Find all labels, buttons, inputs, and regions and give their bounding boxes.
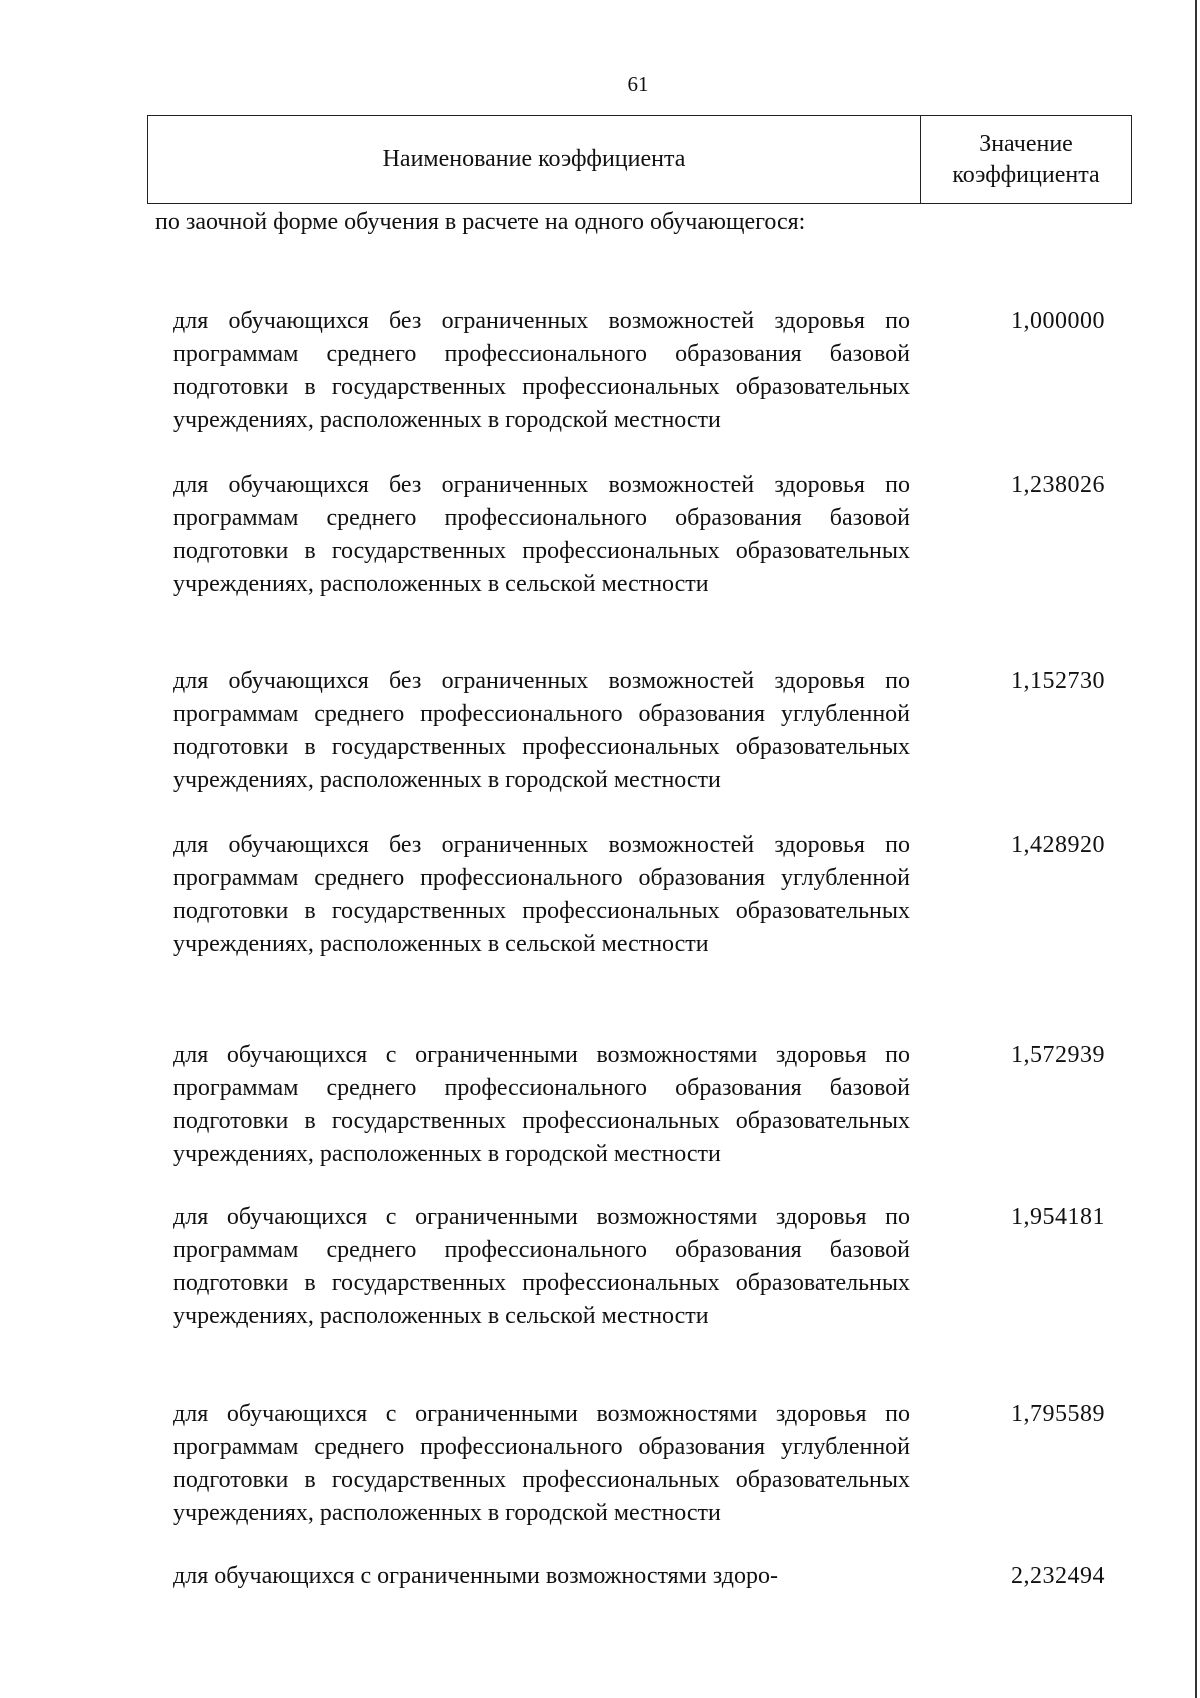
row-value: 1,238026 — [1011, 472, 1105, 498]
column-header-name: Наименование коэффициента — [148, 116, 921, 203]
row-description: для обучающихся без ограниченных возможностей здоровья по программам среднего профессионального образования базовой подготовки в государственных профессиональных образовательных учреждениях, расположенных в городской местности — [173, 308, 910, 433]
intro-text: по заочной форме обучения в расчете на одного обучающегося: — [155, 209, 806, 235]
row-description: для обучающихся с ограниченными возможностями здоро- — [173, 1563, 778, 1589]
row-description: для обучающихся без ограниченных возможностей здоровья по программам среднего профессионального образования базовой подготовки в государственных профессиональных образовательных учреждениях, расположенных в сельской местности — [173, 472, 910, 597]
row-description: для обучающихся без ограниченных возможностей здоровья по программам среднего профессионального образования углубленной подготовки в государственных профессиональных образовательных учреждениях, расположенных в городской местности — [173, 668, 910, 793]
row-value: 1,572939 — [1011, 1042, 1105, 1068]
row-value: 1,795589 — [1011, 1401, 1105, 1427]
row-description: для обучающихся с ограниченными возможностями здоровья по программам среднего профессионального образования базовой подготовки в государственных профессиональных образовательных учреждениях, расположенных в городской местности — [173, 1042, 910, 1167]
row-value: 1,428920 — [1011, 832, 1105, 858]
row-value: 1,152730 — [1011, 668, 1105, 694]
table-header — [147, 115, 1132, 204]
row-description: для обучающихся с ограниченными возможностями здоровья по программам среднего профессионального образования базовой подготовки в государственных профессиональных образовательных учреждениях, расположенных в сельской местности — [173, 1204, 910, 1329]
column-header-value: Значение коэффициента — [952, 130, 1100, 188]
row-description: для обучающихся с ограниченными возможностями здоровья по программам среднего профессионального образования углубленной подготовки в государственных профессиональных образовательных учреждениях, расположенных в городской местности — [173, 1401, 910, 1526]
row-value: 1,954181 — [1011, 1204, 1105, 1230]
row-value: 1,000000 — [1011, 308, 1105, 334]
row-value: 2,232494 — [1011, 1563, 1105, 1589]
page-edge-line — [1195, 0, 1197, 1698]
page-number: 61 — [627, 72, 649, 96]
row-description: для обучающихся без ограниченных возможностей здоровья по программам среднего профессионального образования углубленной подготовки в государственных профессиональных образовательных учреждениях, расположенных в сельской местности — [173, 832, 910, 957]
